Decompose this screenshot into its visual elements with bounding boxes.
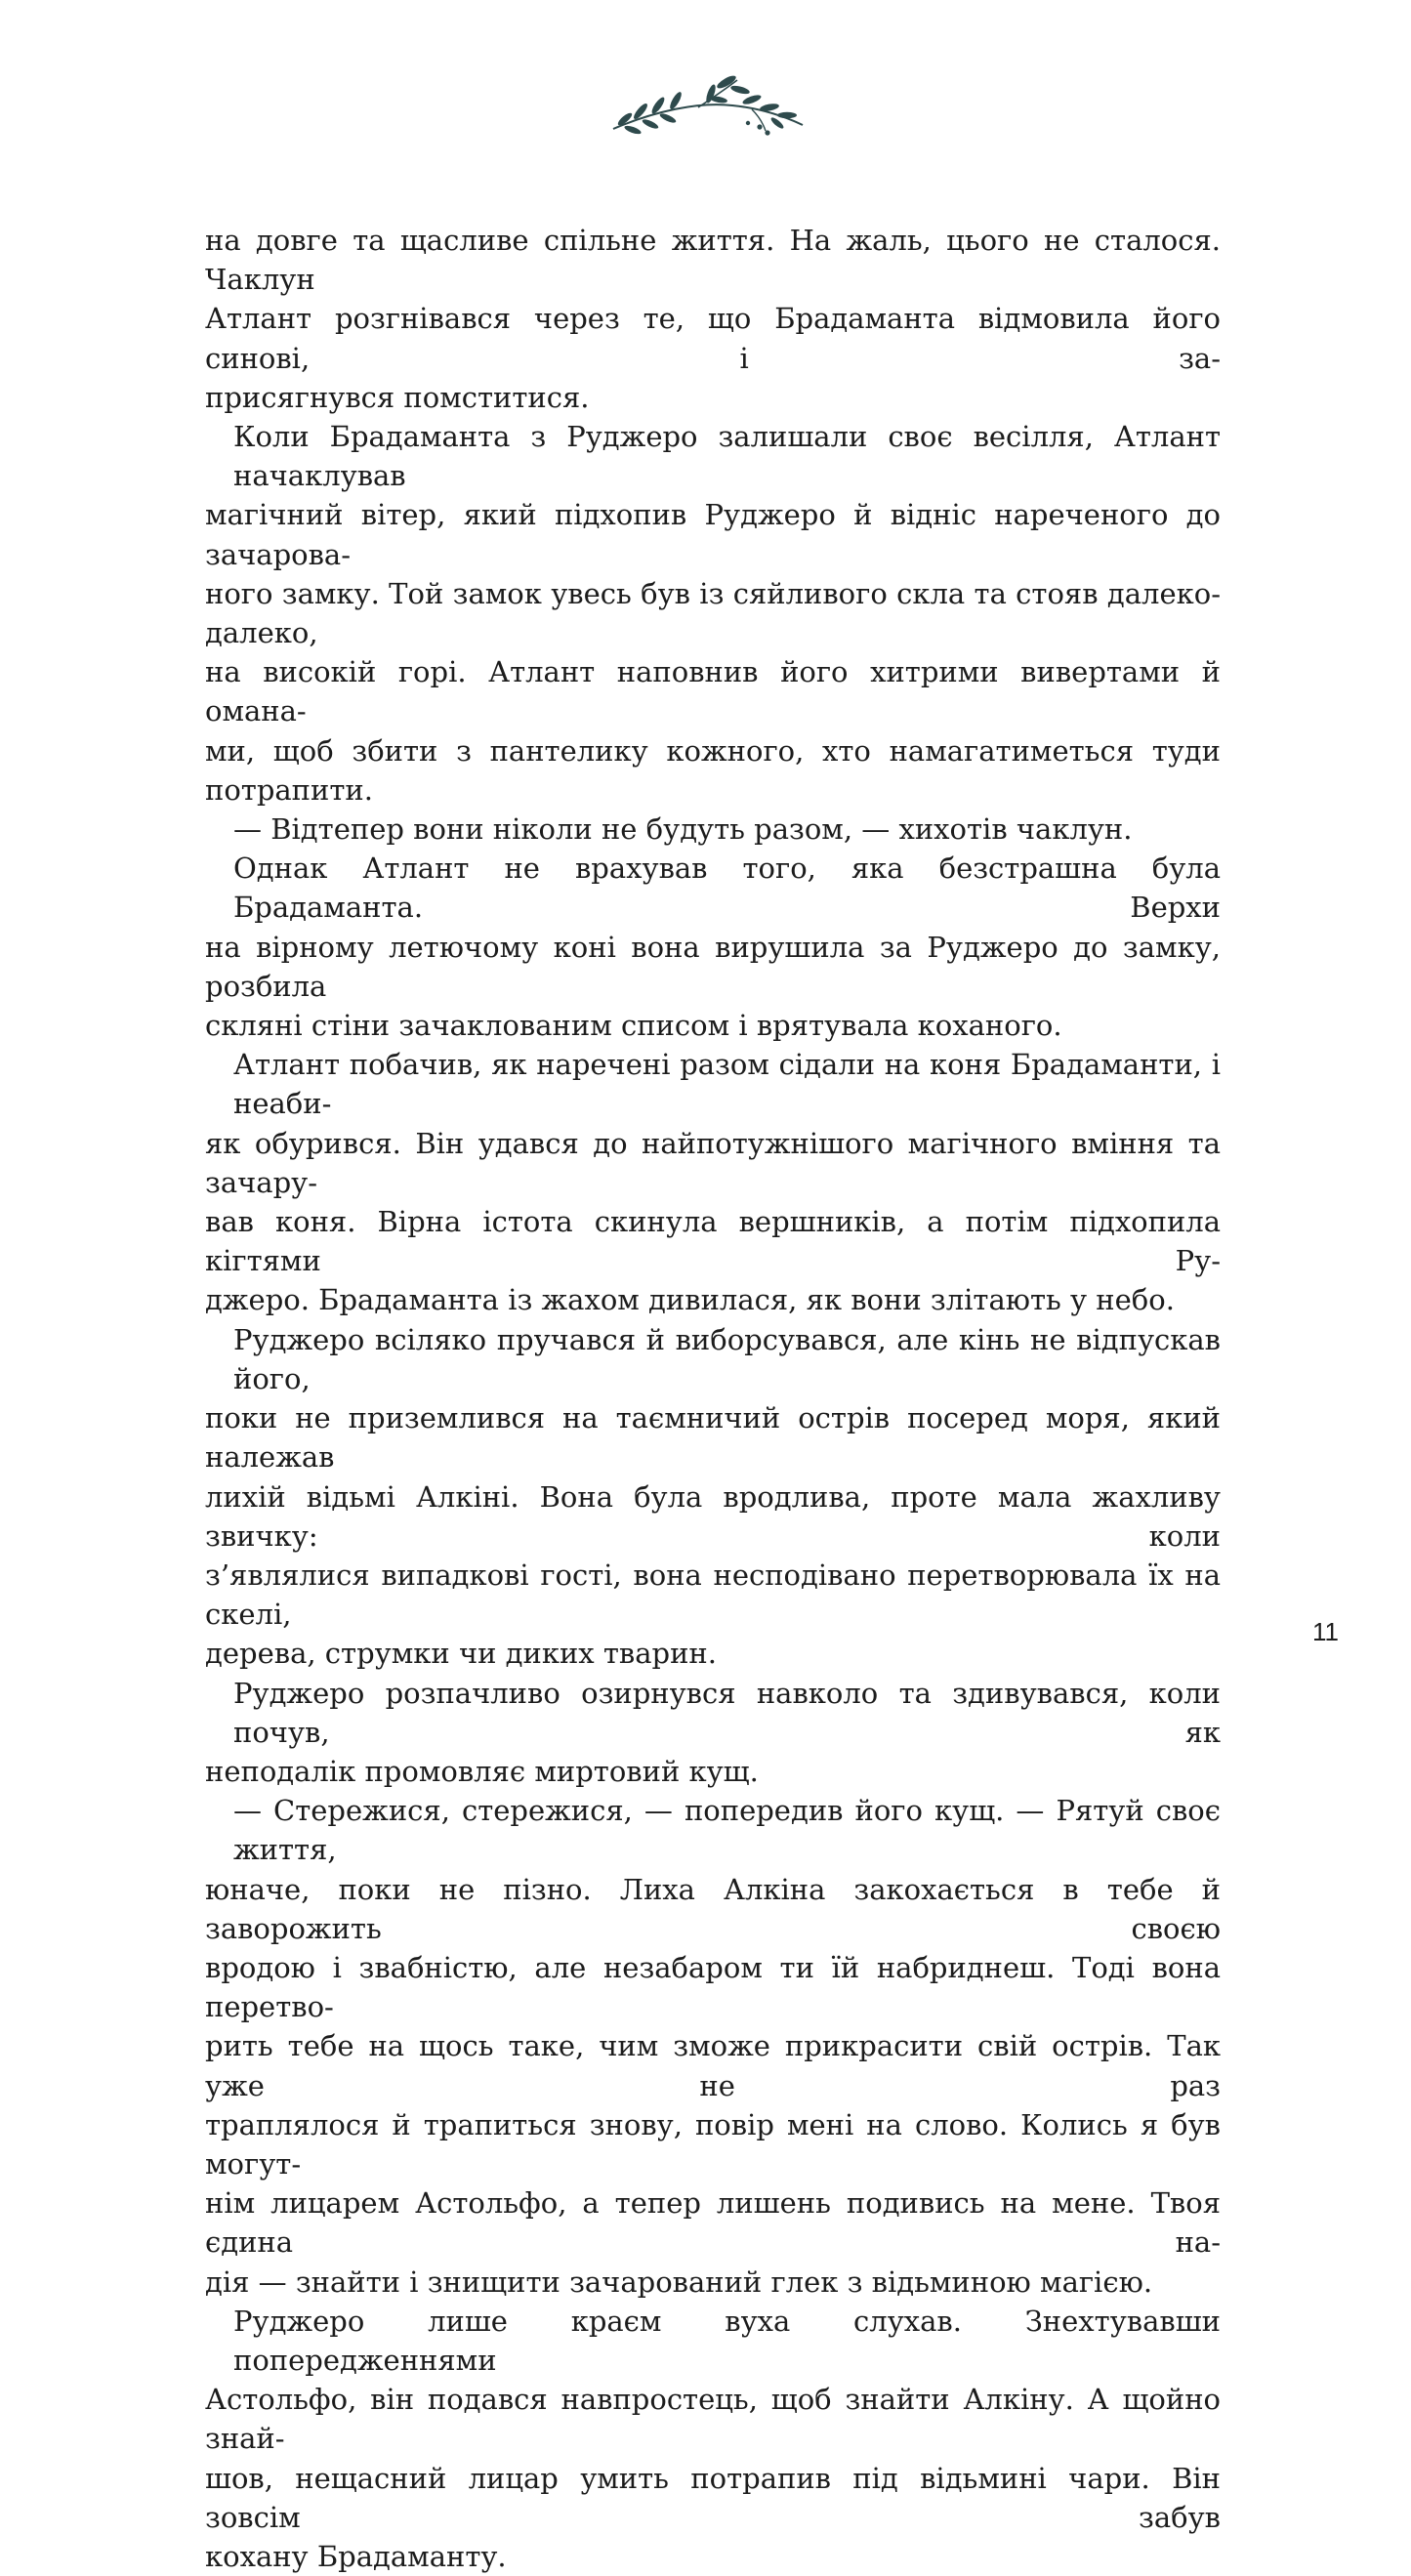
paragraph [205, 417, 1221, 810]
text-line: Руджеро розпачливо озирнувся навколо та здивувався, коли почув, як [233, 1676, 1221, 1749]
text-line: Коли Брадаманта з Руджеро залишали своє весілля, Атлант начаклував [233, 420, 1221, 493]
text-line: на високій горі. Атлант наповнив його хитрими вивертами й омана- [205, 655, 1221, 728]
text-line: ного замку. Той замок увесь був із сяйливого скла та стояв далеко-далеко, [205, 576, 1221, 650]
paragraph [205, 810, 1221, 849]
text-line: дія — знайти і знищити зачарований глек з відьминою магією. [205, 2264, 1153, 2299]
text-line: дерева, струмки чи диких тварин. [205, 1637, 717, 1671]
text-line: Руджеро всіляко пручався й виборсувався, але кінь не відпускав його, [233, 1322, 1221, 1395]
text-line: — Відтепер вони ніколи не будуть разом, — хихотів чаклун. [233, 812, 1133, 847]
text-line: кохану Брадаманту. [205, 2539, 507, 2573]
text-line: рить тебе на щось таке, чим зможе прикрасити свій острів. Так уже не раз [205, 2029, 1221, 2102]
text-line: — Стережися, стережися, — попередив його кущ. — Рятуй своє життя, [233, 1794, 1221, 1867]
text-line: поки не приземлився на таємничий острів посеред моря, який належав [205, 1401, 1221, 1475]
text-line: джеро. Брадаманта із жахом дивилася, як вони злітають у небо. [205, 1283, 1175, 1317]
text-line: вродою і звабністю, але незабаром ти їй набриднеш. Тоді вона перетво- [205, 1950, 1221, 2024]
text-line: присягнувся помститися. [205, 380, 590, 414]
text-line: шов, нещасний лицар умить потрапив під відьмині чари. Він зовсім забув [205, 2461, 1221, 2534]
text-line: магічний вітер, який підхопив Руджеро й відніс нареченого до зачарова- [205, 498, 1221, 571]
text-line: з’являлися випадкові гості, вона несподівано перетворювала їх на скелі, [205, 1558, 1221, 1632]
paragraph [205, 1045, 1221, 1319]
text-line: траплялося й трапиться знову, повір мені на слово. Колись я був могут- [205, 2107, 1221, 2181]
text-line: Однак Атлант не врахував того, яка безстрашна була Брадаманта. Верхи [233, 852, 1221, 925]
paragraph [205, 1674, 1221, 1792]
text-line: Астольфо, він подався навпростець, щоб знайти Алкіну. А щойно знай- [205, 2383, 1221, 2456]
paragraph [205, 2302, 1221, 2576]
story-text [205, 221, 1221, 2576]
text-line: Атлант побачив, як наречені разом сідали на коня Брадаманти, і неаби- [233, 1048, 1221, 1121]
text-line: вав коня. Вірна істота скинула вершників, а потім підхопила кігтями Ру- [205, 1205, 1221, 1278]
text-line: нім лицарем Астольфо, а тепер лишень подивись на мене. Твоя єдина на- [205, 2186, 1221, 2260]
text-line: юначе, поки не пізно. Лиха Алкіна закохається в тебе й заворожить своєю [205, 1872, 1221, 1945]
laurel-branch-icon [605, 68, 810, 146]
text-line: Атлант розгнівався через те, що Брадаманта відмовила його синові, і за- [205, 302, 1221, 375]
text-line: на вірному летючому коні вона вирушила за Руджеро до замку, розбила [205, 930, 1221, 1003]
text-line: ми, щоб збити з пантелику кожного, хто намагатиметься туди потрапити. [205, 733, 1221, 807]
text-line: Руджеро лише краєм вуха слухав. Знехтувавши попередженнями [233, 2304, 1221, 2377]
paragraph [205, 1320, 1221, 1674]
paragraph [205, 849, 1221, 1045]
text-line: на довге та щасливе спільне життя. На жаль, цього не сталося. Чаклун [205, 224, 1221, 297]
page-number: 11 [1312, 1617, 1339, 1646]
text-line: скляні стіни зачаклованим списом і врятувала коханого. [205, 1009, 1062, 1043]
text-line: як обурився. Він удався до найпотужнішого магічного вміння та зачару- [205, 1126, 1221, 1199]
text-line: лихій відьмі Алкіні. Вона була вродлива, проте мала жахливу звичку: коли [205, 1479, 1221, 1553]
paragraph [205, 221, 1221, 417]
text-line: неподалік промовляє миртовий кущ. [205, 1754, 759, 1788]
paragraph [205, 1791, 1221, 2302]
